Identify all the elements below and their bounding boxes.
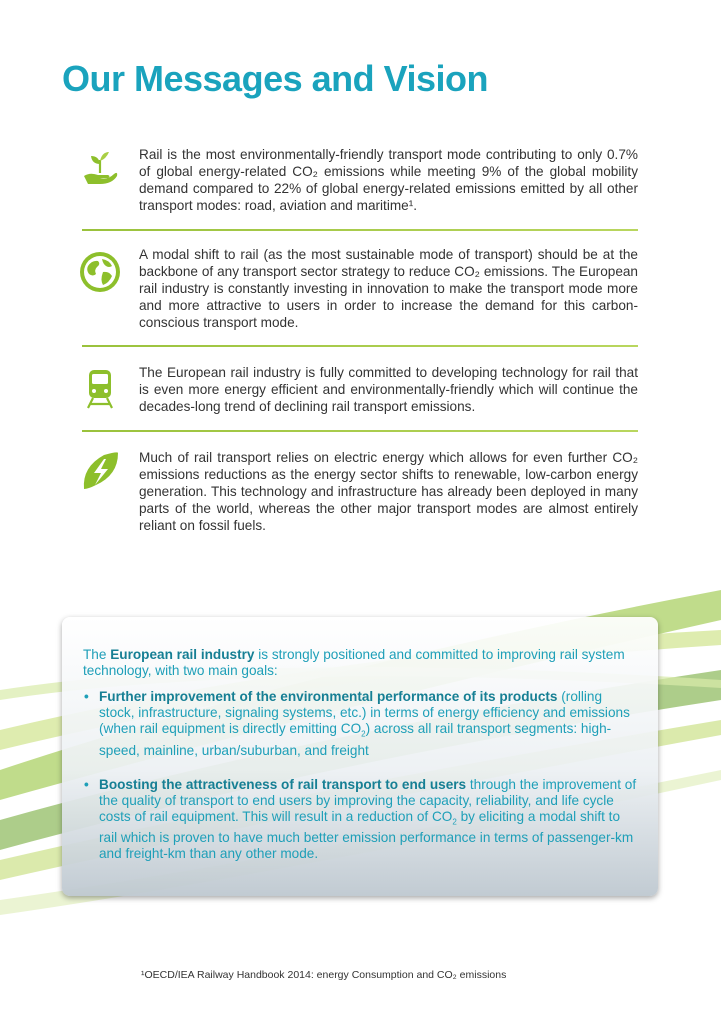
message-text: A modal shift to rail (as the most sustainable mode of transport) should be at the backbone of any transport sector strategy to reduce CO₂ emissions. The European rail industry is constantly investing in innovation to make the transport mode more and more attractive to users in order to increase the demand for this carbon-conscious transport mode. xyxy=(139,247,638,330)
divider xyxy=(82,430,638,432)
lightning-leaf-icon xyxy=(78,449,122,493)
list-item: • Boosting the attractiveness of rail transport to end users through the improvement of the quality of transport to end users by improving the capacity, reliability, and life cycle costs of rail equipment. This will result in a reduction of $CO_2$ by eliciting a modal shift to rail which is proven to have much better emission performance in terms of passenger-km and freight-km than any other mode. xyxy=(83,777,638,863)
message-text: Rail is the most environmentally-friendly transport mode contributing to only 0.7% of global energy-related CO₂ emissions while meeting 9% of the global mobility demand compared to 22% of global energy-related emissions emitted by all other transport modes: road, aviation and maritime¹. xyxy=(139,147,638,213)
message-text: Much of rail transport relies on electric energy which allows for even further CO₂ emissions reductions as the energy sector shifts to renewable, low-carbon energy generation. This technology and infrastructure has already been deployed in many parts of the world, whereas the other major transport modes are almost entirely reliant on fossil fuels. xyxy=(139,450,638,533)
message-item xyxy=(78,146,638,214)
goals-list xyxy=(83,689,638,880)
train-icon xyxy=(78,366,122,410)
message-item xyxy=(78,364,638,415)
list-item: • Further improvement of the environmental performance of its products (rolling stock, infrastructure, signaling systems, etc.) in terms of energy efficiency and emissions (when rail equipment is directly emitting $CO_2$) across all rail transport segments: high-speed, mainline, urban/suburban, and freight xyxy=(83,689,638,759)
goals-panel xyxy=(62,617,658,896)
message-item xyxy=(78,246,638,331)
globe-icon xyxy=(78,250,122,294)
message-text: The European rail industry is fully committed to developing technology for rail that is even more energy efficient and environmentally-friendly which will continue the decades-long trend of declining rail transport emissions. xyxy=(139,365,638,414)
divider xyxy=(82,229,638,231)
page-title: Our Messages and Vision xyxy=(62,58,488,99)
goals-intro: The European rail industry is strongly positioned and committed to improving rail system technology, with two main goals: xyxy=(83,647,625,678)
message-item xyxy=(78,449,638,534)
hand-plant-icon xyxy=(78,146,122,190)
divider xyxy=(82,345,638,347)
footnote: ¹OECD/IEA Railway Handbook 2014: energy Consumption and CO₂ emissions xyxy=(141,969,507,981)
